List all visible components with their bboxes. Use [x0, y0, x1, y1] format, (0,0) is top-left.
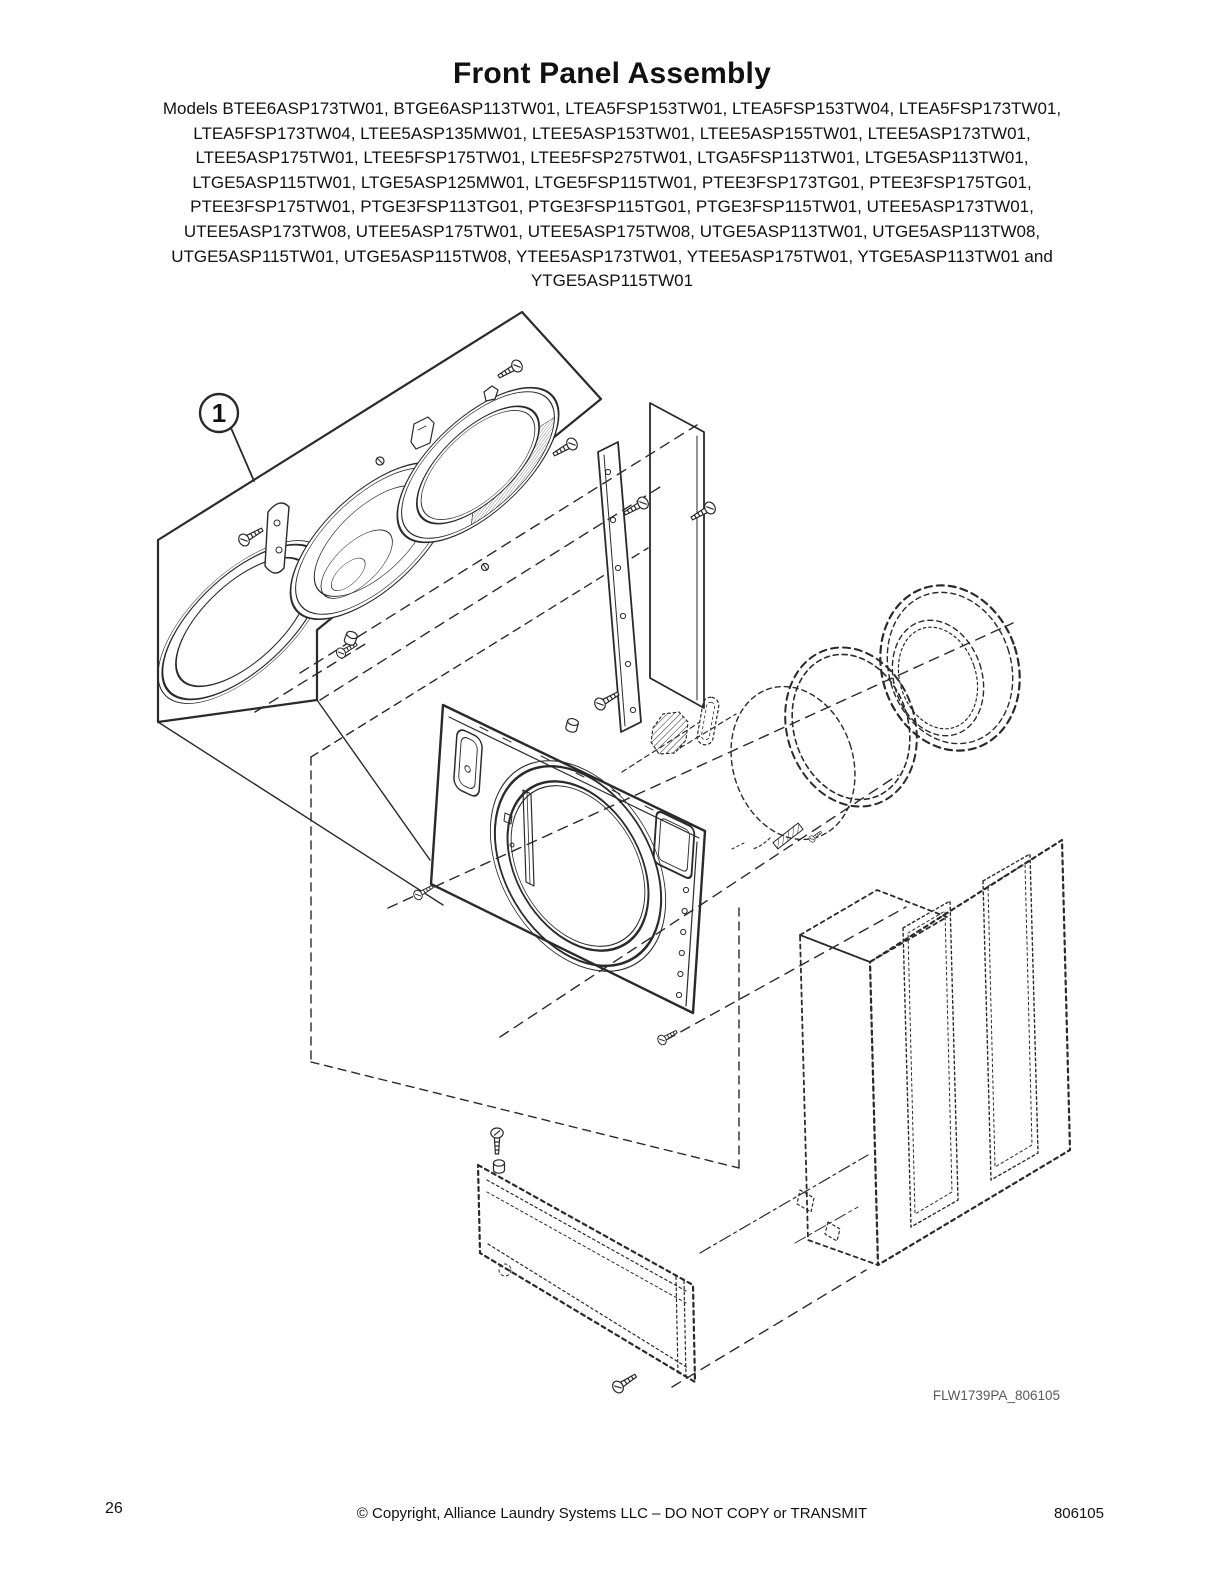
screw	[610, 1370, 639, 1395]
cabinet-feet	[700, 1155, 868, 1253]
callout-1-label: 1	[211, 398, 227, 428]
screw	[593, 688, 622, 712]
page-title: Front Panel Assembly	[453, 57, 771, 90]
cabinet-recessed-panel	[903, 854, 1038, 1227]
cap-nut	[565, 717, 579, 733]
models-line: LTGE5ASP115TW01, LTGE5ASP125MW01, LTGE5FSP115TW01, PTEE3FSP173TG01, PTEE3FSP175TG01,	[192, 172, 1032, 192]
filler-panel	[650, 403, 704, 708]
models-line: Models BTEE6ASP173TW01, BTGE6ASP113TW01, LTEA5FSP153TW01, LTEA5FSP153TW04, LTEA5FSP173TW01,	[162, 99, 1062, 118]
cap-nut	[494, 1160, 505, 1173]
screw	[551, 436, 580, 460]
screw	[491, 1128, 503, 1154]
clamp-ring	[765, 630, 937, 824]
callout-1	[200, 394, 254, 481]
footer-doc-number: 806105	[1053, 1505, 1104, 1522]
spring-bar	[773, 823, 803, 849]
models-line: YTGE5ASP115TW01	[530, 271, 694, 291]
kick-panel	[478, 1165, 695, 1382]
screw	[808, 829, 823, 843]
hinge-strip	[598, 442, 641, 732]
figure-label: FLW1739PA_806105	[932, 1388, 1060, 1403]
cabinet-phantom	[700, 840, 1070, 1265]
models-line: LTEA5FSP173TW04, LTEE5ASP135MW01, LTEE5ASP153TW01, LTEE5ASP155TW01, LTEE5ASP173TW01,	[193, 123, 1031, 143]
cabinet-front-face	[800, 935, 878, 1265]
footer-page-number: 26	[105, 1500, 123, 1517]
screw	[622, 495, 651, 519]
screw	[656, 1027, 679, 1046]
cabinet-side-face	[870, 840, 1070, 1265]
kick-panel-phantom	[478, 1165, 695, 1382]
models-line: PTEE3FSP175TW01, PTGE3FSP113TG01, PTGE3FSP115TG01, PTGE3FSP115TW01, UTEE5ASP173TW01,	[190, 197, 1034, 217]
models-line: UTEE5ASP173TW08, UTEE5ASP175TW01, UTEE5ASP175TW08, UTGE5ASP113TW01, UTGE5ASP113TW08,	[183, 221, 1041, 241]
models-line: UTGE5ASP115TW01, UTGE5ASP115TW08, YTEE5ASP173TW01, YTEE5ASP175TW01, YTGE5ASP113TW01 and	[171, 246, 1053, 266]
models-line: LTEE5ASP175TW01, LTEE5FSP175TW01, LTEE5FSP275TW01, LTGA5FSP113TW01, LTGE5ASP113TW01,	[195, 148, 1029, 168]
footer-copyright: © Copyright, Alliance Laundry Systems LLC – DO NOT COPY or TRANSMIT	[356, 1505, 868, 1522]
